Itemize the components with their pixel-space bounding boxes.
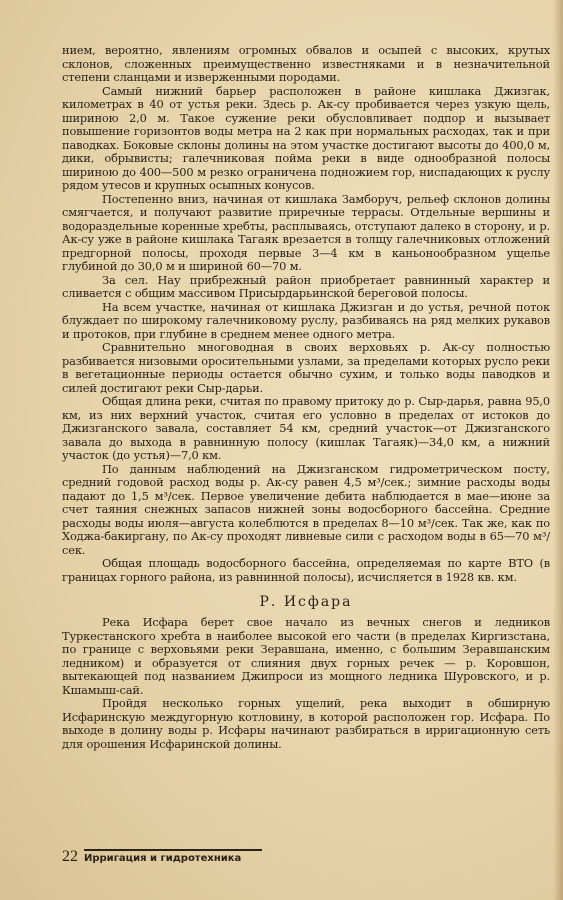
paragraph-irrigation-nodes: Сравнительно многоводная в своих верховьях р. Ак-су полностью разбивается низовыми оросительными узлами, за пределами которых русло реки в вегетационные периоды остается обычно сухим, и только воды паводков и силей достигают реки Сыр-дарьи. bbox=[62, 340, 550, 395]
paragraph-nau-plain: За сел. Нау прибрежный район приобретает равнинный характер и сливается с общим массивом Присырдарьинской береговой полосы. bbox=[62, 272, 550, 300]
paragraph-continuation: нием, вероятно, явлениям огромных обвалов и осыпей с высоких, крутых склонов, сложенных преимущественно известняками и в незначительной степени сланцами и изверженными породами. bbox=[62, 43, 550, 84]
paragraph-basin-area: Общая площадь водосборного бассейна, определяемая по карте ВТО (в границах горного района, из равнинной полосы), исчисляется в 1928 кв. км. bbox=[62, 556, 550, 584]
body-text-bottom bbox=[62, 616, 550, 751]
section-title-isfara: Р. Исфара bbox=[259, 594, 353, 610]
paragraph-discharge-data: По данным наблюдений на Джизганском гидрометрическом посту, средний годовой расход воды р. Ак-су равен 4,5 м³/сек.; зимние расходы воды падают до 1,5 м³/сек. Первое увеличение дебита наблюдается в мае—июне за счет таяния снежных запасов нижней зоны водосборного бассейна. Средние расходы воды июля—августа колеблются в пределах 8—10 м³/сек. Так же, как по Ходжа-бакиргану, по Ак-су проходят ливневые сили с расходом воды в 65—70 м³/сек. bbox=[62, 461, 550, 557]
paragraph-river-channel: На всем участке, начиная от кишлака Джизган и до устья, речной поток блуждает по широкому галечниковому руслу, разбиваясь на ряд мелких рукавов и протоков, при глубине в среднем менее одного метра. bbox=[62, 299, 550, 341]
document-page bbox=[62, 44, 550, 751]
body-text-top bbox=[62, 44, 550, 584]
paragraph-dzhizgak-barrier: Самый нижний барьер расположен в районе кишлака Джизгак, километрах в 40 от устья реки. Здесь р. Ак-су пробивается через узкую щель, шириною 2,0 м. Такое сужение реки обусловливает подпор и вызывает повышение горизонтов воды метра на 2 как при нормальных расходах, так и при паводках. Боковые склоны долины на этом участке достигают высоты до 400,0 м, дики, обрывисты; галечниковая пойма реки в виде однообразной полосы шириною до 400—500 м резко ограничена подножием гор, ниспадающих к руслу рядом утесов и крупных осыпных конусов. bbox=[62, 83, 550, 192]
paragraph-isfara-origin: Река Исфара берет свое начало из вечных снегов и ледников Туркестанского хребта в наиболее высокой его части (в пределах Киргизстана, по границе с верховьями реки Зеравшана, именно, с большим Зеравшанским ледником) и образуется от слияния двух горных речек — р. Коровшон, вытекающей под названием Джипроси из мощного ледника Шуровского, и р. Кшамыш-сай. bbox=[62, 615, 550, 697]
page-number: 22 bbox=[62, 848, 78, 865]
paragraph-river-length: Общая длина реки, считая по правому притоку до р. Сыр-дарья, равна 95,0 км, из них верхний участок, считая его условно в пределах от истоков до Джизганского завала, составляет 54 км, средний участок—от Джизганского завала до выхода в равнинную полосу (кишлак Тагаяк)—34,0 км, а нижний участок (до устья)—7,0 км. bbox=[62, 394, 550, 462]
journal-title: Ирригация и гидротехника bbox=[84, 849, 262, 864]
paragraph-isfara-valley: Пройдя несколько горных ущелий, река выходит в обширную Исфаринскую междугорную котловину, в которой расположен гор. Исфара. По выходе в долину воды р. Исфары начинают разбираться в ирригационную сеть для орошения Исфаринской долины. bbox=[62, 696, 550, 751]
page-footer bbox=[62, 848, 262, 866]
paragraph-relief-softening: Постепенно вниз, начиная от кишлака Замборуч, рельеф склонов долины смягчается, и получают развитие приречные террасы. Отдельные вершины и водораздельные коренные хребты, расплываясь, отступают далеко в сторону, и р. Ак-су уже в районе кишлака Тагаяк врезается в толщу галечниковых отложений предгорной полосы, проходя первые 3—4 км в каньонообразном ущелье глубиной до 30,0 м и шириной 60—70 м. bbox=[62, 191, 550, 273]
page-edge-shadow bbox=[553, 0, 563, 900]
